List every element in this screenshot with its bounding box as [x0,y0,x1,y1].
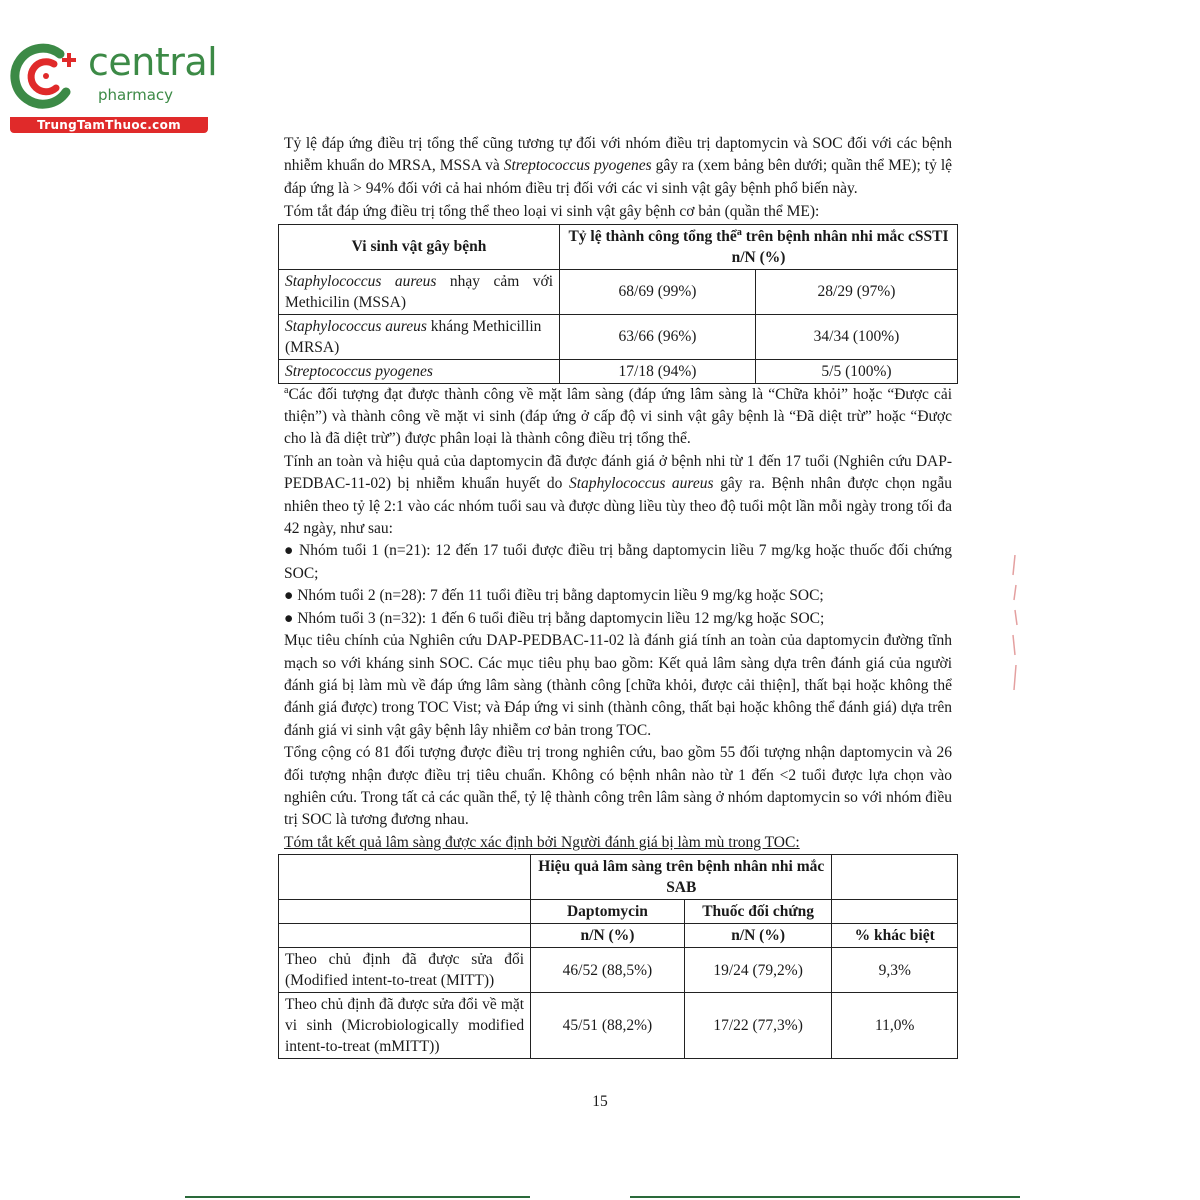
table-row: Theo chủ định đã được sửa đổi (Modified intent-to-treat (MITT)) 46/52 (88,5%) 19/24 (79,2%) 9,3% [279,948,958,993]
central-logo-icon [10,40,82,112]
header-unit: n/N (%) [684,924,832,948]
table-header-row [279,855,958,900]
paragraph-results: Tổng cộng có 81 đối tượng được điều trị trong nghiên cứu, bao gồm 55 đối tượng nhận daptomycin và 26 đối tượng nhận được điều trị tiêu chuẩn. Không có bệnh nhân nào từ 1 đến <2 tuổi được lựa chọn vào nghiên cứu. Trong tất cả các quần thể, tỷ lệ thành công trên lâm sàng ở nhóm daptomycin so với nhóm điều trị SOC là tương đương nhau. [284,744,952,829]
table-response-by-pathogen [278,224,958,384]
table-header-row [279,224,958,269]
bottom-rule [630,1196,1020,1198]
logo-site-banner: TrungTamThuoc.com [10,117,208,133]
table1-footnote: $^a$Các đối tượng đạt được thành công về mặt lâm sàng (đáp ứng lâm sàng là “Chữa khỏi” hoặc “Được cải thiện”) và thành công về mặt vi sinh (đáp ứng ở cấp độ vi sinh vật gây bệnh là “Đã diệt trừ” hoặc “Được cho là đã diệt trừ”) được phân loại là thành công điều trị tổng thể. [284,384,952,448]
bottom-rule [185,1196,530,1198]
table-header-row [279,900,958,924]
list-item: ● Nhóm tuổi 3 (n=32): 1 đến 6 tuổi điều trị bằng daptomycin liều 12 mg/kg hoặc SOC; [284,609,825,627]
table2-caption: Tóm tắt kết quả lâm sàng được xác định bởi Người đánh giá bị làm mù trong TOC: [284,833,800,851]
table-row: Theo chủ định đã được sửa đổi về mặt vi sinh (Microbiologically modified intent-to-treat (mMITT)) 45/51 (88,2%) 17/22 (77,3%) 11,0% [279,993,958,1059]
header-daptomycin: Daptomycin [531,900,685,924]
paragraph-study-design: Tính an toàn và hiệu quả của daptomycin đã được đánh giá ở bệnh nhi từ 1 đến 17 tuổi (Nghiên cứu DAP-PEDBAC-11-02) bị nhiễm khuẩn huyết do Staphylococcus aureus gây ra. Bệnh nhân được chọn ngẫu nhiên theo tỷ lệ 2:1 vào các nhóm tuổi sau và được dùng liều tùy theo độ tuổi một lần mỗi ngày trong tối đa 42 ngày, như sau: [284,452,952,538]
list-item: ● Nhóm tuổi 2 (n=28): 7 đến 11 tuổi điều trị bằng daptomycin liều 9 mg/kg hoặc SOC; [284,587,824,605]
table-row: Staphylococcus aureus nhạy cảm với Methicilin (MSSA) 68/69 (99%) 28/29 (97%) [279,269,958,314]
header-unit: n/N (%) [531,924,685,948]
header-clinical-efficacy: Hiệu quả lâm sàng trên bệnh nhân nhi mắc SAB [531,855,832,900]
central-pharmacy-logo [10,38,218,138]
logo-subtitle: pharmacy [98,86,174,104]
list-item: ● Nhóm tuổi 1 (n=21): 12 đến 17 tuổi được điều trị bằng daptomycin liều 7 mg/kg hoặc thuốc đối chứng SOC; [284,542,952,582]
red-stamp-mark [1010,555,1020,695]
header-difference: % khác biệt [832,924,958,948]
table-row: Staphylococcus aureus kháng Methicillin (MRSA) 63/66 (96%) 34/34 (100%) [279,314,958,359]
header-success-rate: Tỷ lệ thành công tổng thể$^a$ trên bệnh nhân nhi mắc cSSTI n/N (%) [560,224,958,269]
paragraph-response-rate: Tỷ lệ đáp ứng điều trị tổng thể cũng tương tự đối với nhóm điều trị daptomycin và SOC đối với các bệnh nhiễm khuẩn do MRSA, MSSA và Streptococcus pyogenes gây ra (xem bảng bên dưới; quần thể ME); tỷ lệ đáp ứng là > 94% đối với cả hai nhóm điều trị đối với các vi sinh vật gây bệnh phổ biến này. [284,135,953,197]
table-clinical-outcome [278,854,958,1059]
page-number: 15 [592,1093,608,1110]
header-pathogen: Vi sinh vật gây bệnh [279,224,560,269]
paragraph-objectives: Mục tiêu chính của Nghiên cứu DAP-PEDBAC-11-02 là đánh giá tính an toàn của daptomycin đường tĩnh mạch so với kháng sinh SOC. Các mục tiêu phụ bao gồm: Kết quả lâm sàng dựa trên đánh giá của người đánh giá bị làm mù về đáp ứng lâm sàng (thành công [chữa khỏi, được cải thiện], thất bại hoặc không thể đánh giá được) trong TOC Vist; và Đáp ứng vi sinh (thành công, thất bại hoặc không thể đánh giá) dựa trên đánh giá vi sinh vật gây bệnh lây nhiễm cơ bản trong TOC. [284,632,952,739]
document-body [284,133,952,1059]
table-row: Streptococcus pyogenes 17/18 (94%) 5/5 (100%) [279,359,958,383]
organism-name: Streptococcus pyogenes [503,157,652,175]
logo-brand-name: central [88,40,218,84]
table1-caption: Tóm tắt đáp ứng điều trị tổng thể theo loại vi sinh vật gây bệnh cơ bản (quần thể ME): [284,203,820,221]
table-header-row [279,924,958,948]
header-comparator: Thuốc đối chứng [684,900,832,924]
